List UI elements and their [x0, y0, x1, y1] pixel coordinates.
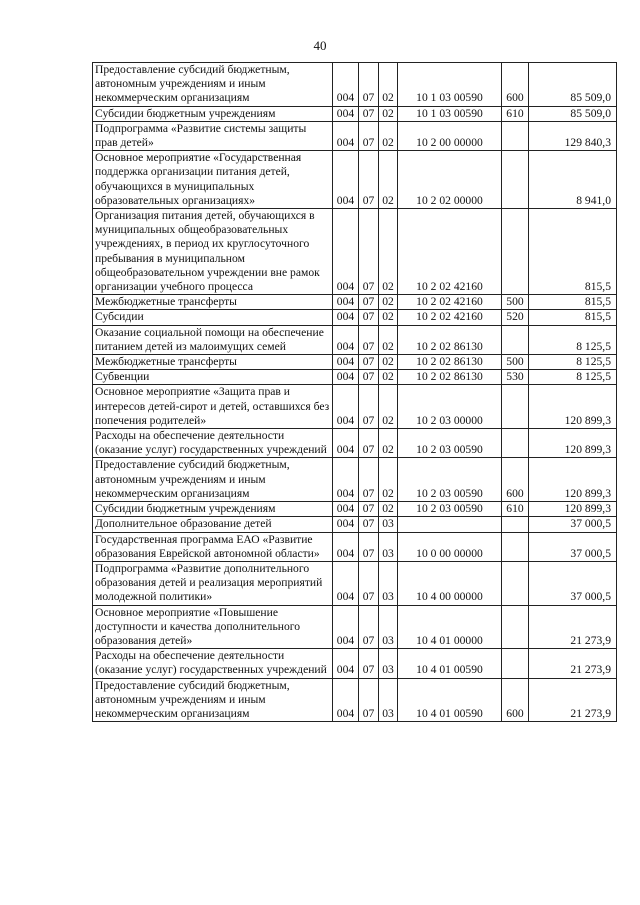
- row-vr-cell: 610: [502, 106, 529, 121]
- row-cs-cell: 10 4 01 00000: [398, 605, 502, 649]
- row-rz-cell: 07: [359, 151, 379, 209]
- row-cs-cell: 10 4 01 00590: [398, 649, 502, 678]
- row-vr-cell: 600: [502, 458, 529, 502]
- row-name-cell: Межбюджетные трансферты: [93, 355, 333, 370]
- row-gr-cell: 004: [333, 370, 359, 385]
- table-row: [93, 605, 617, 649]
- row-pr-cell: 03: [379, 678, 398, 722]
- row-name-cell: Оказание социальной помощи на обеспечение питанием детей из малоимущих семей: [93, 325, 333, 354]
- row-vr-cell: 530: [502, 370, 529, 385]
- row-cs-cell: 10 2 03 00590: [398, 502, 502, 517]
- row-rz-cell: 07: [359, 355, 379, 370]
- row-name-cell: Субвенции: [93, 370, 333, 385]
- row-pr-cell: 02: [379, 310, 398, 325]
- row-vr-cell: 500: [502, 295, 529, 310]
- row-pr-cell: 03: [379, 561, 398, 605]
- row-name-cell: Основное мероприятие «Защита прав и интересов детей-сирот и детей, оставшихся без попечения родителей»: [93, 385, 333, 429]
- row-pr-cell: 02: [379, 325, 398, 354]
- row-pr-cell: 02: [379, 295, 398, 310]
- table-row: [93, 385, 617, 429]
- row-gr-cell: 004: [333, 429, 359, 458]
- row-pr-cell: 03: [379, 649, 398, 678]
- row-cs-cell: [398, 517, 502, 532]
- row-sum-cell: 120 899,3: [529, 458, 617, 502]
- row-name-cell: Государственная программа ЕАО «Развитие образования Еврейской автономной области»: [93, 532, 333, 561]
- row-rz-cell: 07: [359, 502, 379, 517]
- row-pr-cell: 02: [379, 370, 398, 385]
- row-cs-cell: 10 2 02 42160: [398, 209, 502, 295]
- row-sum-cell: 85 509,0: [529, 63, 617, 107]
- row-cs-cell: 10 2 02 42160: [398, 295, 502, 310]
- row-pr-cell: 03: [379, 532, 398, 561]
- row-vr-cell: [502, 517, 529, 532]
- row-vr-cell: 520: [502, 310, 529, 325]
- row-cs-cell: 10 0 00 00000: [398, 532, 502, 561]
- table-row: [93, 355, 617, 370]
- row-pr-cell: 02: [379, 106, 398, 121]
- row-name-cell: Предоставление субсидий бюджетным, автономным учреждениям и иным некоммерческим организациям: [93, 678, 333, 722]
- row-cs-cell: 10 2 00 00000: [398, 121, 502, 150]
- table-row: [93, 295, 617, 310]
- row-name-cell: Подпрограмма «Развитие системы защиты прав детей»: [93, 121, 333, 150]
- row-name-cell: Организация питания детей, обучающихся в муниципальных общеобразовательных учреждениях, в период их круглосуточного пребывания в муниципальном общеобразовательном учреждении вне рамок организации учебного процесса: [93, 209, 333, 295]
- row-rz-cell: 07: [359, 429, 379, 458]
- row-rz-cell: 07: [359, 121, 379, 150]
- budget-table-body: [93, 63, 617, 722]
- table-row: [93, 532, 617, 561]
- row-gr-cell: 004: [333, 502, 359, 517]
- row-gr-cell: 004: [333, 106, 359, 121]
- row-sum-cell: 37 000,5: [529, 517, 617, 532]
- row-gr-cell: 004: [333, 532, 359, 561]
- row-rz-cell: 07: [359, 209, 379, 295]
- row-gr-cell: 004: [333, 458, 359, 502]
- row-gr-cell: 004: [333, 517, 359, 532]
- row-cs-cell: 10 4 01 00590: [398, 678, 502, 722]
- row-name-cell: Межбюджетные трансферты: [93, 295, 333, 310]
- row-rz-cell: 07: [359, 295, 379, 310]
- row-rz-cell: 07: [359, 106, 379, 121]
- row-pr-cell: 03: [379, 517, 398, 532]
- row-cs-cell: 10 1 03 00590: [398, 63, 502, 107]
- row-sum-cell: 815,5: [529, 209, 617, 295]
- row-cs-cell: 10 2 02 86130: [398, 355, 502, 370]
- row-sum-cell: 21 273,9: [529, 678, 617, 722]
- row-sum-cell: 85 509,0: [529, 106, 617, 121]
- row-pr-cell: 02: [379, 429, 398, 458]
- row-name-cell: Предоставление субсидий бюджетным, автономным учреждениям и иным некоммерческим организациям: [93, 458, 333, 502]
- row-pr-cell: 02: [379, 458, 398, 502]
- row-pr-cell: 02: [379, 502, 398, 517]
- budget-table: [92, 62, 617, 722]
- row-rz-cell: 07: [359, 649, 379, 678]
- row-cs-cell: 10 2 03 00000: [398, 385, 502, 429]
- row-pr-cell: 02: [379, 209, 398, 295]
- row-sum-cell: 21 273,9: [529, 605, 617, 649]
- row-vr-cell: [502, 532, 529, 561]
- row-sum-cell: 8 941,0: [529, 151, 617, 209]
- row-sum-cell: 120 899,3: [529, 385, 617, 429]
- row-vr-cell: [502, 429, 529, 458]
- row-rz-cell: 07: [359, 310, 379, 325]
- row-rz-cell: 07: [359, 370, 379, 385]
- row-vr-cell: [502, 209, 529, 295]
- row-vr-cell: [502, 385, 529, 429]
- table-row: [93, 561, 617, 605]
- row-rz-cell: 07: [359, 605, 379, 649]
- row-vr-cell: [502, 649, 529, 678]
- table-row: [93, 502, 617, 517]
- table-row: [93, 151, 617, 209]
- row-name-cell: Расходы на обеспечение деятельности (оказание услуг) государственных учреждений: [93, 429, 333, 458]
- row-gr-cell: 004: [333, 649, 359, 678]
- row-gr-cell: 004: [333, 151, 359, 209]
- row-sum-cell: 37 000,5: [529, 561, 617, 605]
- row-name-cell: Субсидии: [93, 310, 333, 325]
- row-vr-cell: [502, 561, 529, 605]
- row-gr-cell: 004: [333, 605, 359, 649]
- row-cs-cell: 10 2 02 86130: [398, 325, 502, 354]
- row-pr-cell: 03: [379, 605, 398, 649]
- table-row: [93, 649, 617, 678]
- row-name-cell: Предоставление субсидий бюджетным, автономным учреждениям и иным некоммерческим организациям: [93, 63, 333, 107]
- row-gr-cell: 004: [333, 355, 359, 370]
- row-vr-cell: [502, 605, 529, 649]
- table-row: [93, 429, 617, 458]
- row-cs-cell: 10 2 02 86130: [398, 370, 502, 385]
- row-name-cell: Расходы на обеспечение деятельности (оказание услуг) государственных учреждений: [93, 649, 333, 678]
- row-name-cell: Субсидии бюджетным учреждениям: [93, 106, 333, 121]
- row-gr-cell: 004: [333, 121, 359, 150]
- row-sum-cell: 129 840,3: [529, 121, 617, 150]
- row-sum-cell: 120 899,3: [529, 502, 617, 517]
- row-rz-cell: 07: [359, 561, 379, 605]
- table-row: [93, 678, 617, 722]
- row-rz-cell: 07: [359, 517, 379, 532]
- table-row: [93, 325, 617, 354]
- row-pr-cell: 02: [379, 121, 398, 150]
- row-sum-cell: 8 125,5: [529, 325, 617, 354]
- row-rz-cell: 07: [359, 532, 379, 561]
- row-sum-cell: 21 273,9: [529, 649, 617, 678]
- row-rz-cell: 07: [359, 458, 379, 502]
- row-sum-cell: 8 125,5: [529, 370, 617, 385]
- table-row: [93, 310, 617, 325]
- row-vr-cell: [502, 121, 529, 150]
- row-sum-cell: 37 000,5: [529, 532, 617, 561]
- row-gr-cell: 004: [333, 63, 359, 107]
- row-cs-cell: 10 1 03 00590: [398, 106, 502, 121]
- table-row: [93, 121, 617, 150]
- row-rz-cell: 07: [359, 385, 379, 429]
- table-row: [93, 370, 617, 385]
- row-cs-cell: 10 2 03 00590: [398, 429, 502, 458]
- row-vr-cell: 600: [502, 678, 529, 722]
- table-row: [93, 209, 617, 295]
- row-vr-cell: 610: [502, 502, 529, 517]
- table-row: [93, 63, 617, 107]
- row-rz-cell: 07: [359, 678, 379, 722]
- row-gr-cell: 004: [333, 561, 359, 605]
- row-sum-cell: 815,5: [529, 295, 617, 310]
- row-gr-cell: 004: [333, 385, 359, 429]
- row-pr-cell: 02: [379, 385, 398, 429]
- row-vr-cell: 500: [502, 355, 529, 370]
- row-sum-cell: 120 899,3: [529, 429, 617, 458]
- row-sum-cell: 815,5: [529, 310, 617, 325]
- row-name-cell: Основное мероприятие «Государственная поддержка организации питания детей, обучающихся в муниципальных образовательных организациях»: [93, 151, 333, 209]
- row-gr-cell: 004: [333, 325, 359, 354]
- table-row: [93, 106, 617, 121]
- row-name-cell: Дополнительное образование детей: [93, 517, 333, 532]
- page-number: 40: [313, 38, 327, 53]
- row-rz-cell: 07: [359, 325, 379, 354]
- row-pr-cell: 02: [379, 355, 398, 370]
- row-vr-cell: 600: [502, 63, 529, 107]
- row-gr-cell: 004: [333, 310, 359, 325]
- row-cs-cell: 10 2 02 00000: [398, 151, 502, 209]
- row-name-cell: Основное мероприятие «Повышение доступности и качества дополнительного образования детей»: [93, 605, 333, 649]
- row-rz-cell: 07: [359, 63, 379, 107]
- row-cs-cell: 10 2 02 42160: [398, 310, 502, 325]
- row-sum-cell: 8 125,5: [529, 355, 617, 370]
- row-pr-cell: 02: [379, 63, 398, 107]
- row-cs-cell: 10 4 00 00000: [398, 561, 502, 605]
- row-pr-cell: 02: [379, 151, 398, 209]
- row-gr-cell: 004: [333, 678, 359, 722]
- row-name-cell: Подпрограмма «Развитие дополнительного образования детей и реализация мероприятий молодежной политики»: [93, 561, 333, 605]
- table-row: [93, 458, 617, 502]
- table-row: [93, 517, 617, 532]
- row-vr-cell: [502, 325, 529, 354]
- row-cs-cell: 10 2 03 00590: [398, 458, 502, 502]
- row-gr-cell: 004: [333, 209, 359, 295]
- row-name-cell: Субсидии бюджетным учреждениям: [93, 502, 333, 517]
- row-gr-cell: 004: [333, 295, 359, 310]
- row-vr-cell: [502, 151, 529, 209]
